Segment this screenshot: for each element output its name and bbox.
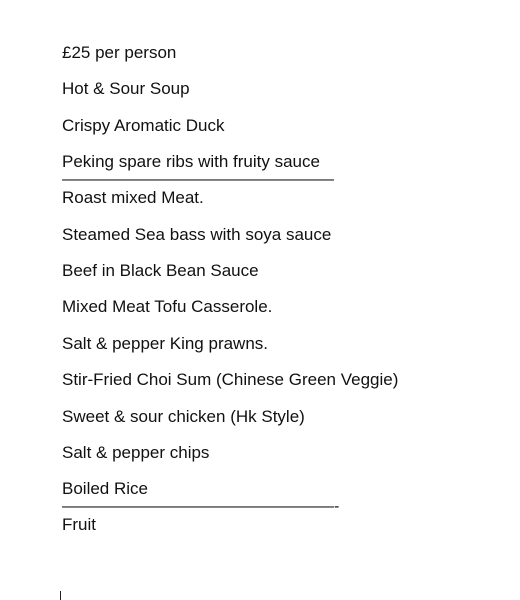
text-cursor — [60, 591, 61, 600]
menu-item: Hot & Sour Soup — [62, 79, 190, 99]
menu-item: Salt & pepper King prawns. — [62, 333, 269, 353]
menu-item: Fruit — [62, 515, 96, 535]
menu-item: Steamed Sea bass with soya sauce — [62, 224, 332, 244]
dash-divider: —————————————————- — [62, 499, 340, 516]
menu-item: Mixed Meat Tofu Casserole. — [62, 297, 273, 317]
menu-item: Crispy Aromatic Duck — [62, 115, 225, 135]
dash-divider: ————————————————— — [62, 172, 334, 189]
menu-item: Peking spare ribs with fruity sauce — [62, 152, 320, 172]
set-menu — [62, 43, 502, 552]
menu-item: Boiled Rice — [62, 479, 148, 499]
menu-item: Roast mixed Meat. — [62, 188, 204, 208]
menu-item: Beef in Black Bean Sauce — [62, 260, 259, 280]
menu-item: Salt & pepper chips — [62, 442, 210, 462]
menu-item: Stir-Fried Choi Sum (Chinese Green Veggie) — [62, 370, 399, 390]
menu-item: Sweet & sour chicken (Hk Style) — [62, 406, 305, 426]
menu-price: £25 per person — [62, 43, 177, 62]
